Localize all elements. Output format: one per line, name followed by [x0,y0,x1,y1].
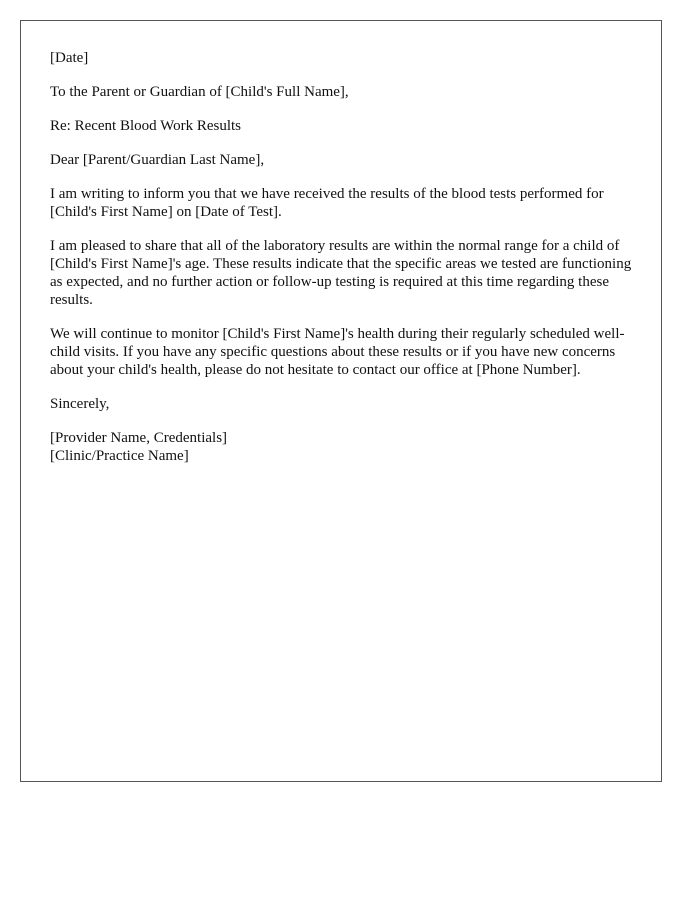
letter-salutation: Dear [Parent/Guardian Last Name], [50,152,265,168]
letter-body [50,49,632,481]
signature-provider: [Provider Name, Credentials] [50,430,228,446]
letter-recipient: To the Parent or Guardian of [Child's Full Name], [50,84,349,100]
signature-clinic: [Clinic/Practice Name] [50,448,189,464]
letter-frame [20,20,662,782]
letter-signature [50,429,632,465]
letter-closing: Sincerely, [50,396,110,412]
letter-paragraph-followup: We will continue to monitor [Child's First Name]'s health during their regularly scheduled well-child visits. If you have any specific questions about these results or if you have new concerns about your child's health, please do not hesitate to contact our office at [Phone Number]. [50,326,625,378]
letter-paragraph-intro: I am writing to inform you that we have received the results of the blood tests performed for [Child's First Name] on [Date of Test]. [50,186,604,220]
letter-subject: Re: Recent Blood Work Results [50,118,242,134]
letter-date: [Date] [50,50,89,66]
letter-paragraph-results: I am pleased to share that all of the laboratory results are within the normal range for a child of [Child's First Name]'s age. These results indicate that the specific areas we tested are functioning as expected, and no further action or follow-up testing is required at this time regarding these results. [50,238,632,308]
